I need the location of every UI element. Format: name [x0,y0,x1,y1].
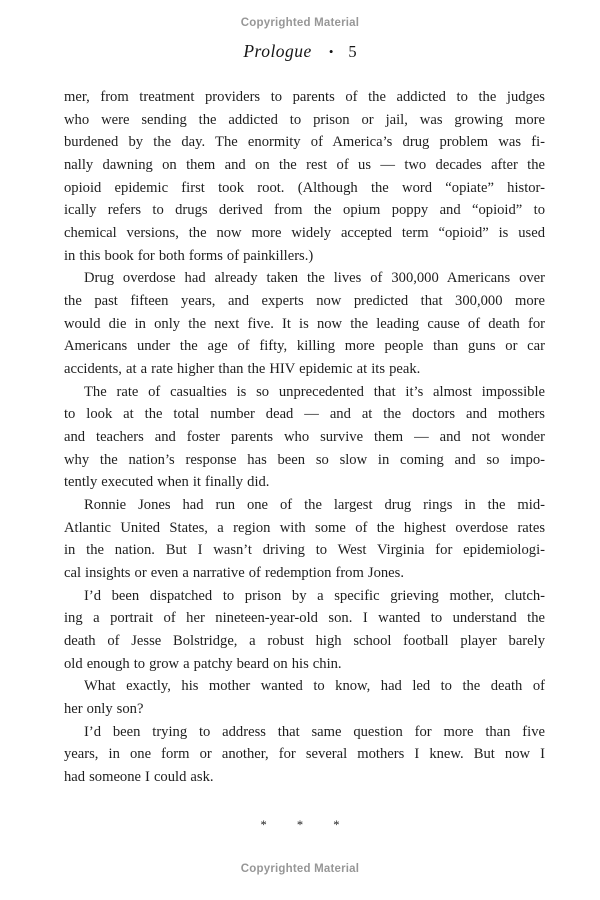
text-line: old enough to grow a patchy beard on his chin. [64,655,342,672]
paragraph [64,86,545,267]
text-line: opioid epidemic first took root. (Although the word “opiate” histor- [64,179,545,196]
section-break-asterisks: * * * [260,818,340,832]
header-bullet: • [328,44,334,59]
text-line: in this book for both forms of painkillers.) [64,247,314,264]
text-line: to look at the total number dead — and at the doctors and mothers [64,406,545,423]
paragraph [64,381,545,494]
text-line: tently executed when it finally did. [64,474,270,491]
text-line: Atlantic United States, a region with some of the highest overdose rates [64,519,545,536]
text-line: death of Jesse Bolstridge, a robust high school football player barely [64,633,545,650]
text-line: Americans under the age of fifty, killing more people than guns or car [64,338,545,355]
text-line: the past fifteen years, and experts now predicted that 300,000 more [64,293,545,310]
running-head [0,41,600,62]
text-line: chemical versions, the now more widely accepted term “opioid” is used [64,225,545,242]
text-line: her only son? [64,701,144,718]
text-line: accidents, at a rate higher than the HIV epidemic at its peak. [64,361,421,378]
text-line: Drug overdose had already taken the lives of 300,000 Americans over [84,270,545,287]
paragraph [64,267,545,380]
paragraph [64,721,545,789]
text-line: mer, from treatment providers to parents of the addicted to the judges [64,89,545,105]
text-line: in the nation. But I wasn’t driving to West Virginia for epidemiologi- [64,542,545,559]
text-line: who were sending the addicted to prison or jail, was growing more [64,111,545,128]
copyright-watermark-bottom: Copyrighted Material [240,863,360,875]
text-line: The rate of casualties is so unprecedented that it’s almost impossible [84,383,545,400]
paragraph [64,494,545,585]
page-number: 5 [348,42,357,61]
text-line: ing a portrait of her nineteen-year-old son. I wanted to understand the [64,610,545,627]
text-line: and teachers and foster parents who survive them — and not wonder [64,429,545,446]
text-line: had someone I could ask. [64,769,214,786]
text-line: years, in one form or another, for several mothers I knew. But now I [64,746,545,763]
text-line: why the nation’s response has been so slow in coming and so impo- [64,451,545,468]
text-line: Ronnie Jones had run one of the largest drug rings in the mid- [84,497,545,514]
paragraph [64,675,545,720]
text-line: burdened by the day. The enormity of America’s drug problem was fi- [64,134,545,151]
text-line: would die in only the next five. It is now the leading cause of death for [64,315,545,332]
text-line: What exactly, his mother wanted to know, had led to the death of [84,678,545,695]
body-text [64,86,545,789]
paragraph [64,585,545,676]
prologue-title: Prologue [243,41,312,61]
text-line: cal insights or even a narrative of redemption from Jones. [64,565,404,582]
text-line: ically refers to drugs derived from the opium poppy and “opioid” to [64,202,545,219]
copyright-watermark-top: Copyrighted Material [240,17,360,29]
text-line: I’d been dispatched to prison by a specific grieving mother, clutch- [84,587,545,604]
text-line: I’d been trying to address that same question for more than five [84,723,545,740]
text-line: nally dawning on them and on the rest of us — two decades after the [64,157,545,174]
